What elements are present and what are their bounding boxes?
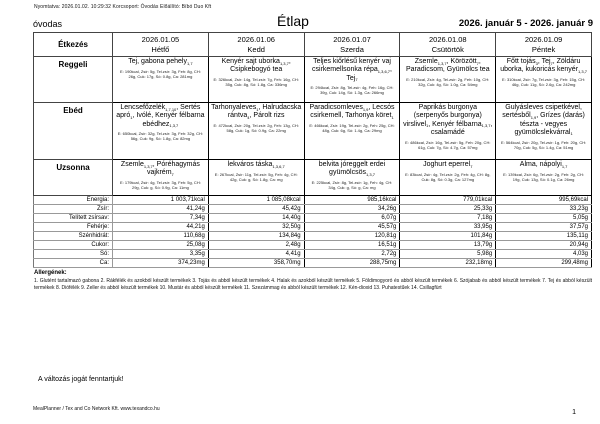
summary-value-cell: 134,84g bbox=[208, 232, 304, 241]
menu-table bbox=[33, 32, 592, 268]
meal-cell bbox=[400, 103, 496, 160]
dish-name: Zsemle$_{1,3,7}$, Póréhagymás vajkrém$_7$ bbox=[120, 161, 200, 177]
summary-label: Cukor: bbox=[34, 241, 113, 250]
meal-cell bbox=[496, 103, 592, 160]
day-column-header bbox=[400, 33, 496, 57]
day-column-header bbox=[113, 33, 209, 57]
summary-value-cell: 3,35g bbox=[113, 250, 209, 259]
summary-value-cell: 299,48mg bbox=[496, 259, 592, 268]
meal-label: Uzsonna bbox=[34, 160, 113, 196]
summary-value-cell: 34,26g bbox=[304, 205, 400, 214]
summary-label: Só: bbox=[34, 250, 113, 259]
document-header bbox=[33, 10, 593, 29]
allergen-numbers: 1,3,7 bbox=[143, 163, 153, 169]
page-number: 1 bbox=[572, 409, 576, 416]
dish-name: Teljes kiőrlésű kenyér vaj csirkemellsonka répa$_{1,3,6,7}$, Tej$_7$ bbox=[312, 58, 392, 82]
summary-value-cell: 1 085,08kcal bbox=[208, 196, 304, 205]
allergen-numbers: 1,7 bbox=[187, 60, 193, 66]
summary-value-cell: 101,84g bbox=[400, 232, 496, 241]
day-name: Hétfő bbox=[151, 44, 170, 54]
meal-cell bbox=[400, 57, 496, 103]
summary-row bbox=[34, 205, 592, 214]
dish-name: Kenyér sajt uborka$_{1,3,7}$, Csipkebogyó tea bbox=[221, 58, 291, 74]
age-group-label: óvodas bbox=[33, 19, 63, 29]
summary-label: Energia: bbox=[34, 196, 113, 205]
summary-value-cell: 33,95g bbox=[400, 223, 496, 232]
summary-value-cell: 45,42g bbox=[208, 205, 304, 214]
allergen-numbers: 1,3,7 bbox=[366, 171, 375, 177]
allergen-list: 1. Glutént tartalmazó gabona 2. Rákfélék és azokból készült termékek 3. Tojás és abból készült termékek 4. Halak és azokból készült termékek 5. Földimogyoró és abból készült termékek 6. Szójabab és abból készült termékek 7. Tej és abból készült termékek 8. Diófélék 9. Zeller és abból készült termékek 10. Mustár és abból készült termékek 11. Szezámmag és abból készült termékek 12. Kén-dioxid 13. Puhatestűek 14. Csillagfürt bbox=[34, 277, 592, 291]
meal-cell bbox=[400, 160, 496, 196]
meal-label: Ebéd bbox=[34, 103, 113, 160]
summary-value-cell: 13,79g bbox=[400, 241, 496, 250]
allergen-numbers: 1 bbox=[391, 114, 394, 120]
dish-name: Lencsefőzelék$_{1,7,10}$, Sertés apró$_1$, Ivólé, Kenyér félbarna ebédhez$_{1,3,7}$ bbox=[116, 104, 205, 128]
summary-value-cell: 32,50g bbox=[208, 223, 304, 232]
allergen-numbers: 1,9 bbox=[530, 114, 537, 120]
summary-value-cell: 5,98g bbox=[400, 250, 496, 259]
summary-value-cell: 16,51g bbox=[304, 241, 400, 250]
summary-value-cell: 120,81g bbox=[304, 232, 400, 241]
allergen-numbers: 1,3,7 bbox=[481, 123, 491, 128]
meal-row bbox=[34, 160, 592, 196]
allergen-numbers: 1,3,6,7 bbox=[377, 68, 390, 74]
allergen-numbers: 1,3,7 bbox=[279, 60, 289, 66]
summary-row bbox=[34, 232, 592, 241]
day-name: Csütörtök bbox=[431, 44, 464, 54]
day-name: Szerda bbox=[340, 44, 364, 54]
summary-value-cell: 288,75mg bbox=[304, 259, 400, 268]
change-notice: A változás jogát fenntartjuk! bbox=[38, 376, 124, 383]
nutrition-info: E: 83kcal, Zsír: 4g, Tel.zsír: 2g, Feh: 4g, CH: 8g, Cuk: 8g, Só: 0.3g, Ca: 127mg bbox=[405, 171, 491, 182]
day-date: 2026.01.05 bbox=[141, 35, 180, 45]
print-meta-line: Nyomtatva: 2026.01.02. 10:29:32 Korcsoport: Óvodás Előállító: Bíbó Duo Kft bbox=[34, 4, 212, 10]
dish-name: Tarhonyaleves$_1$, Halrudacska rántva$_4$, Párolt rizs bbox=[211, 104, 302, 120]
allergen-numbers: 7 bbox=[171, 171, 174, 177]
meal-cell bbox=[113, 103, 209, 160]
allergen-numbers: 4 bbox=[247, 114, 250, 120]
summary-row bbox=[34, 196, 592, 205]
dish-name: belvita jóreggelt erdei gyümölcsös$_{1,3,7}$ bbox=[318, 161, 386, 177]
nutrition-info: E: 486kcal, Zsír: 16g, Tel.zsír: 5g, Feh: 20g, CH: 61g, Cuk: 7g, Só: 4.7g, Ca: 57mg bbox=[405, 139, 491, 150]
nutrition-info: E: 472kcal, Zsír: 20g, Tel.zsír: 2g, Feh: 13g, CH: 58g, Cuk: 1g, Só: 0.9g, Ca: 22mg bbox=[213, 123, 299, 133]
nutrition-info: E: 210kcal, Zsír: 4g, Tel.zsír: 2g, Feh: 10g, CH: 32g, Cuk: 4g, Só: 1.0g, Ca: 54mg bbox=[406, 77, 490, 87]
summary-value-cell: 135,11g bbox=[496, 232, 592, 241]
summary-value-cell: 14,40g bbox=[208, 214, 304, 223]
nutrition-info: E: 267kcal, Zsír: 11g, Tel.zsír: 5g, Feh: 4g, CH: 42g, Cuk: g, Só: 1.8g, Ca: mg bbox=[214, 171, 298, 182]
footer-credit: MealPlanner / Tex and Co Network Kft. www.texandco.hu bbox=[33, 406, 160, 412]
day-column-header bbox=[496, 33, 592, 57]
dish-name: Paradicsomleves$_{1,9}$, Lecsós csirkemell, Tarhonya köret$_1$ bbox=[309, 104, 395, 120]
date-range: 2026. január 5 - 2026. január 9 bbox=[458, 18, 593, 29]
allergen-numbers: 1 bbox=[130, 114, 133, 120]
summary-value-cell: 7,34g bbox=[113, 214, 209, 223]
allergen-numbers: 7 bbox=[476, 60, 479, 66]
allergen-numbers: 7 bbox=[470, 163, 473, 169]
summary-row bbox=[34, 214, 592, 223]
summary-row bbox=[34, 250, 592, 259]
day-date: 2026.01.08 bbox=[429, 35, 467, 45]
nutrition-info: E: 179kcal, Zsír: 4g, Tel.zsír: 3g, Feh: 5g, CH: 29g, Cuk: g, Só: 0.9g, Ca: 11mg bbox=[119, 180, 201, 190]
day-header-row bbox=[34, 33, 592, 57]
summary-label: Fehérje: bbox=[34, 223, 113, 232]
meal-cell bbox=[113, 160, 209, 196]
summary-value-cell: 358,70mg bbox=[208, 259, 304, 268]
allergen-numbers: 1,3,7 bbox=[578, 68, 587, 74]
allergen-numbers: 7 bbox=[550, 60, 553, 66]
meal-cell bbox=[304, 103, 400, 160]
meal-cell bbox=[304, 57, 400, 103]
allergen-numbers: 1,3,6,7 bbox=[272, 163, 285, 169]
allergen-numbers: 1,3,7 bbox=[169, 123, 179, 128]
summary-value-cell: 6,07g bbox=[304, 214, 400, 223]
summary-label: Ca: bbox=[34, 259, 113, 268]
nutrition-info: E: 310kcal, Zsír: 7g, Tel.zsír: 3g, Feh: 15g, CH: 46g, Cuk: 11g, Só: 2.6g, Ca: 242mg bbox=[502, 77, 586, 87]
page-title: Étlap bbox=[277, 13, 309, 29]
meal-cell bbox=[496, 57, 592, 103]
summary-label: Telített zsírsav: bbox=[34, 214, 113, 223]
allergen-numbers: 1 bbox=[570, 131, 573, 137]
allergen-numbers: 1,3,7 bbox=[437, 60, 447, 66]
allergen-numbers: 1,7,10 bbox=[165, 106, 177, 112]
summary-value-cell: 44,21g bbox=[113, 223, 209, 232]
allergen-numbers: 1 bbox=[256, 106, 259, 112]
meal-row bbox=[34, 57, 592, 103]
meal-row bbox=[34, 103, 592, 160]
summary-value-cell: 20,94g bbox=[496, 241, 592, 250]
meal-cell bbox=[496, 160, 592, 196]
summary-value-cell: 37,57g bbox=[496, 223, 592, 232]
summary-value-cell: 779,01kcal bbox=[400, 196, 496, 205]
column-header-meal: Étkezés bbox=[34, 33, 113, 57]
dish-name: Alma, nápolyi$_{1,7}$ bbox=[519, 161, 568, 169]
summary-value-cell: 25,08g bbox=[113, 241, 209, 250]
dish-name: Paprikás burgonya (serpenyős burgonya) virslivel$_1$, Kenyér félbarna$_{1,3,7}$, csalamádé bbox=[403, 104, 493, 136]
summary-row bbox=[34, 241, 592, 250]
summary-row bbox=[34, 259, 592, 268]
summary-value-cell: 110,68g bbox=[113, 232, 209, 241]
summary-row bbox=[34, 223, 592, 232]
nutrition-info: E: 190kcal, Zsír: 5g, Tel.zsír: 3g, Feh: 8g, CH: 26g, Cuk: 17g, Só: 0.8g, Ca: 281mg bbox=[119, 68, 201, 79]
summary-value-cell: 45,57g bbox=[304, 223, 400, 232]
summary-value-cell: 4,41g bbox=[208, 250, 304, 259]
day-date: 2026.01.06 bbox=[237, 35, 275, 45]
meal-cell bbox=[113, 57, 209, 103]
summary-label: Zsír: bbox=[34, 205, 113, 214]
summary-value-cell: 41,24g bbox=[113, 205, 209, 214]
dish-name: Zsemle$_{1,3,7}$, Körözött$_7$, Paradicsom, Gyümölcs tea bbox=[405, 58, 490, 74]
summary-value-cell: 4,03g bbox=[496, 250, 592, 259]
summary-value-cell: 995,69kcal bbox=[496, 196, 592, 205]
summary-value-cell: 2,72g bbox=[304, 250, 400, 259]
nutrition-info: E: 564kcal, Zsír: 20g, Tel.zsír: 1g, Feh: 20g, CH: 70g, Cuk: 5g, Só: 1.4g, Ca: 51mg bbox=[500, 139, 587, 150]
allergen-section bbox=[34, 270, 592, 291]
dish-name: lekváros táska$_{1,3,6,7}$ bbox=[227, 161, 285, 169]
nutrition-info: E: 650kcal, Zsír: 32g, Tel.zsír: 3g, Feh: 32g, CH: 56g, Cuk: 9g, Só: 1.8g, Ca: 82mg bbox=[117, 131, 204, 142]
day-column-header bbox=[304, 33, 400, 57]
nutrition-info: E: 294kcal, Zsír: 8g, Tel.zsír: 4g, Feh: 16g, CH: 39g, Cuk: 14g, Só: 1.3g, Ca: 266mg bbox=[310, 85, 394, 96]
allergen-numbers: 1,7 bbox=[561, 163, 568, 169]
summary-value-cell: 985,16kcal bbox=[304, 196, 400, 205]
meal-cell bbox=[208, 160, 304, 196]
summary-value-cell: 25,33g bbox=[400, 205, 496, 214]
dish-name: Joghurt eperrel$_7$ bbox=[423, 161, 473, 169]
day-date: 2026.01.07 bbox=[333, 35, 371, 45]
allergen-numbers: 1 bbox=[426, 123, 429, 128]
allergen-heading: Allergének: bbox=[34, 270, 67, 276]
meal-cell bbox=[208, 57, 304, 103]
summary-value-cell: 1 003,71kcal bbox=[113, 196, 209, 205]
dish-name: Főtt tojás$_3$, Tej$_7$, Zöldáru uborka, kukoricás kenyér$_{1,3,7}$ bbox=[500, 58, 587, 74]
dish-name: Gulyásleves csipetkével, sertésből$_{1,9}$, Grízes (darás) tészta - vegyes gyümölcslekvárral$_1$ bbox=[502, 104, 585, 137]
summary-value-cell: 7,18g bbox=[400, 214, 496, 223]
summary-value-cell: 374,23mg bbox=[113, 259, 209, 268]
nutrition-info: E: 326kcal, Zsír: 14g, Tel.zsír: 7g, Feh: 16g, CH: 35g, Cuk: 8g, Só: 1.8g, Ca: 336mg bbox=[213, 77, 299, 87]
meal-cell bbox=[208, 103, 304, 160]
nutrition-info: E: 466kcal, Zsír: 19g, Tel.zsír: 2g, Feh: 25g, CH: 48g, Cuk: 6g, Só: 1.4g, Ca: 29mg bbox=[309, 123, 395, 133]
summary-label: Szénhidrát: bbox=[34, 232, 113, 241]
meal-cell bbox=[304, 160, 400, 196]
day-name: Péntek bbox=[531, 44, 556, 54]
meal-label: Reggeli bbox=[34, 57, 113, 103]
summary-value-cell: 5,05g bbox=[496, 214, 592, 223]
allergen-numbers: 7 bbox=[355, 77, 358, 82]
allergen-numbers: 3 bbox=[535, 60, 538, 66]
summary-value-cell: 2,48g bbox=[208, 241, 304, 250]
allergen-numbers: 1,9 bbox=[362, 106, 369, 112]
day-name: Kedd bbox=[247, 44, 265, 54]
summary-value-cell: 33,23g bbox=[496, 205, 592, 214]
dish-name: Tej, gabona pehely$_{1,7}$ bbox=[128, 58, 193, 66]
nutrition-info: E: 139kcal, Zsír: 6g, Tel.zsír: 2g, Feh: 2g, CH: 19g, Cuk: 13g, Só: 0.1g, Ca: 26mg bbox=[503, 171, 585, 182]
nutrition-info: E: 225kcal, Zsír: 8g, Tel.zsír: 1g, Feh: 4g, CH: 34g, Cuk: g, Só: g, Ca: mg bbox=[311, 180, 393, 190]
summary-value-cell: 232,18mg bbox=[400, 259, 496, 268]
day-column-header bbox=[208, 33, 304, 57]
day-date: 2026.01.09 bbox=[524, 35, 563, 45]
